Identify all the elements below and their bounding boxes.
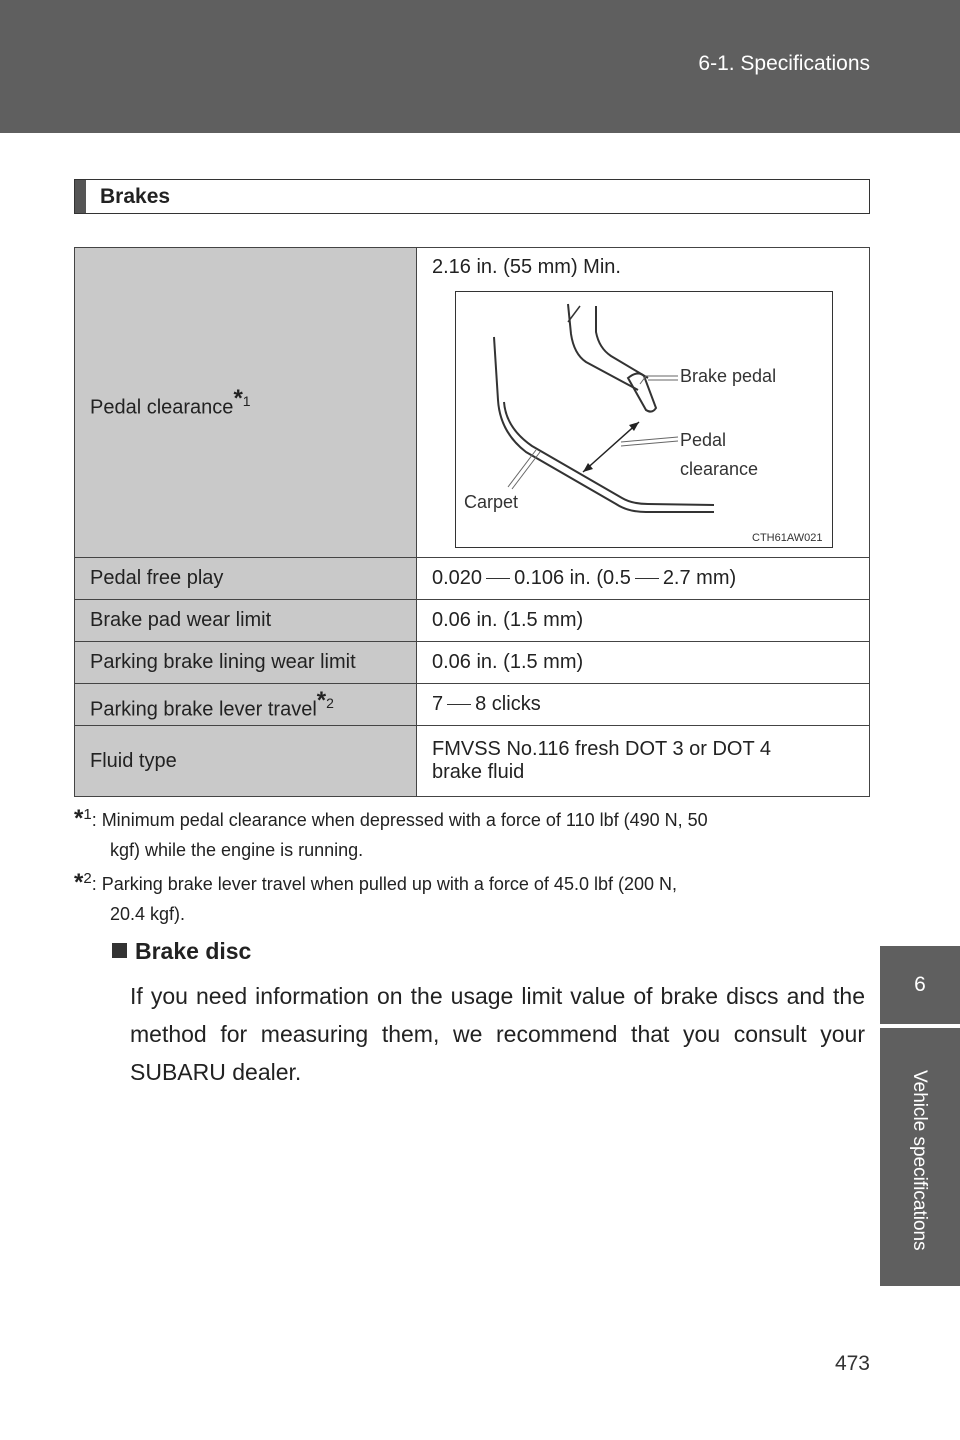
parking-lining-label: Parking brake lining wear limit — [75, 642, 417, 684]
carpet-label: Carpet — [464, 492, 519, 512]
brake-disc-heading: Brake disc — [112, 938, 251, 965]
chapter-title: Vehicle specifications — [909, 1070, 930, 1251]
brake-pedal-label: Brake pedal — [680, 366, 777, 386]
pedal-clearance-value: 2.16 in. (55 mm) Min. — [432, 256, 621, 278]
table-row — [75, 726, 870, 797]
table-row — [75, 558, 870, 600]
heading-accent-bar — [75, 180, 86, 213]
figure-code: CTH61AW021 — [752, 532, 823, 544]
brake-disc-paragraph: If you need information on the usage limit value of brake discs and the method for measuring them, we recommend that you consult your SUBARU dealer. — [130, 983, 865, 1085]
parking-lining-value: 0.06 in. (1.5 mm) — [417, 642, 870, 684]
heading-title: Brakes — [100, 185, 171, 208]
pedal-free-play-value: 0.020 0.106 in. (0.5 2.7 mm) — [417, 558, 870, 600]
parking-lever-value: 7 8 clicks — [417, 684, 870, 726]
brake-pad-label: Brake pad wear limit — [75, 600, 417, 642]
section-title: 6-1. Specifications — [698, 52, 870, 75]
parking-lever-label-cell — [75, 684, 417, 726]
brake-pad-value: 0.06 in. (1.5 mm) — [417, 600, 870, 642]
row-value — [417, 248, 870, 558]
footnote-ref: *1 — [233, 385, 251, 413]
brake-spec-table — [74, 247, 870, 797]
pedal-clearance-figure — [455, 291, 833, 548]
fluid-type-label: Fluid type — [75, 726, 417, 797]
pedal-clearance-label: Pedal clearance — [90, 396, 234, 419]
footnote-2: *$^2$: Parking brake lever travel when pulled up with a force of 45.0 lbf (200 N, 20.4 kgf). — [74, 869, 678, 924]
header-bar — [0, 0, 960, 133]
clearance-label: clearance — [680, 459, 759, 479]
section-heading — [74, 179, 870, 214]
row-label — [75, 248, 417, 558]
table-row — [75, 642, 870, 684]
page-number: 473 — [834, 1352, 870, 1375]
table-row — [75, 684, 870, 726]
fluid-type-value: FMVSS No.116 fresh DOT 3 or DOT 4 brake fluid — [417, 726, 870, 797]
chapter-tab[interactable] — [880, 940, 960, 1286]
square-bullet-icon — [112, 943, 127, 958]
chapter-number: 6 — [880, 946, 960, 1028]
table-row — [75, 248, 870, 558]
pedal-label: Pedal — [680, 430, 727, 450]
pedal-free-play-label: Pedal free play — [75, 558, 417, 600]
parking-lever-label: Parking brake lever travel — [90, 698, 317, 721]
table-row — [75, 600, 870, 642]
footnote-1: *$^1$: Minimum pedal clearance when depressed with a force of 110 lbf (490 N, 50 kgf) while the engine is running. — [74, 805, 708, 860]
footnote-ref: *2 — [316, 687, 334, 715]
